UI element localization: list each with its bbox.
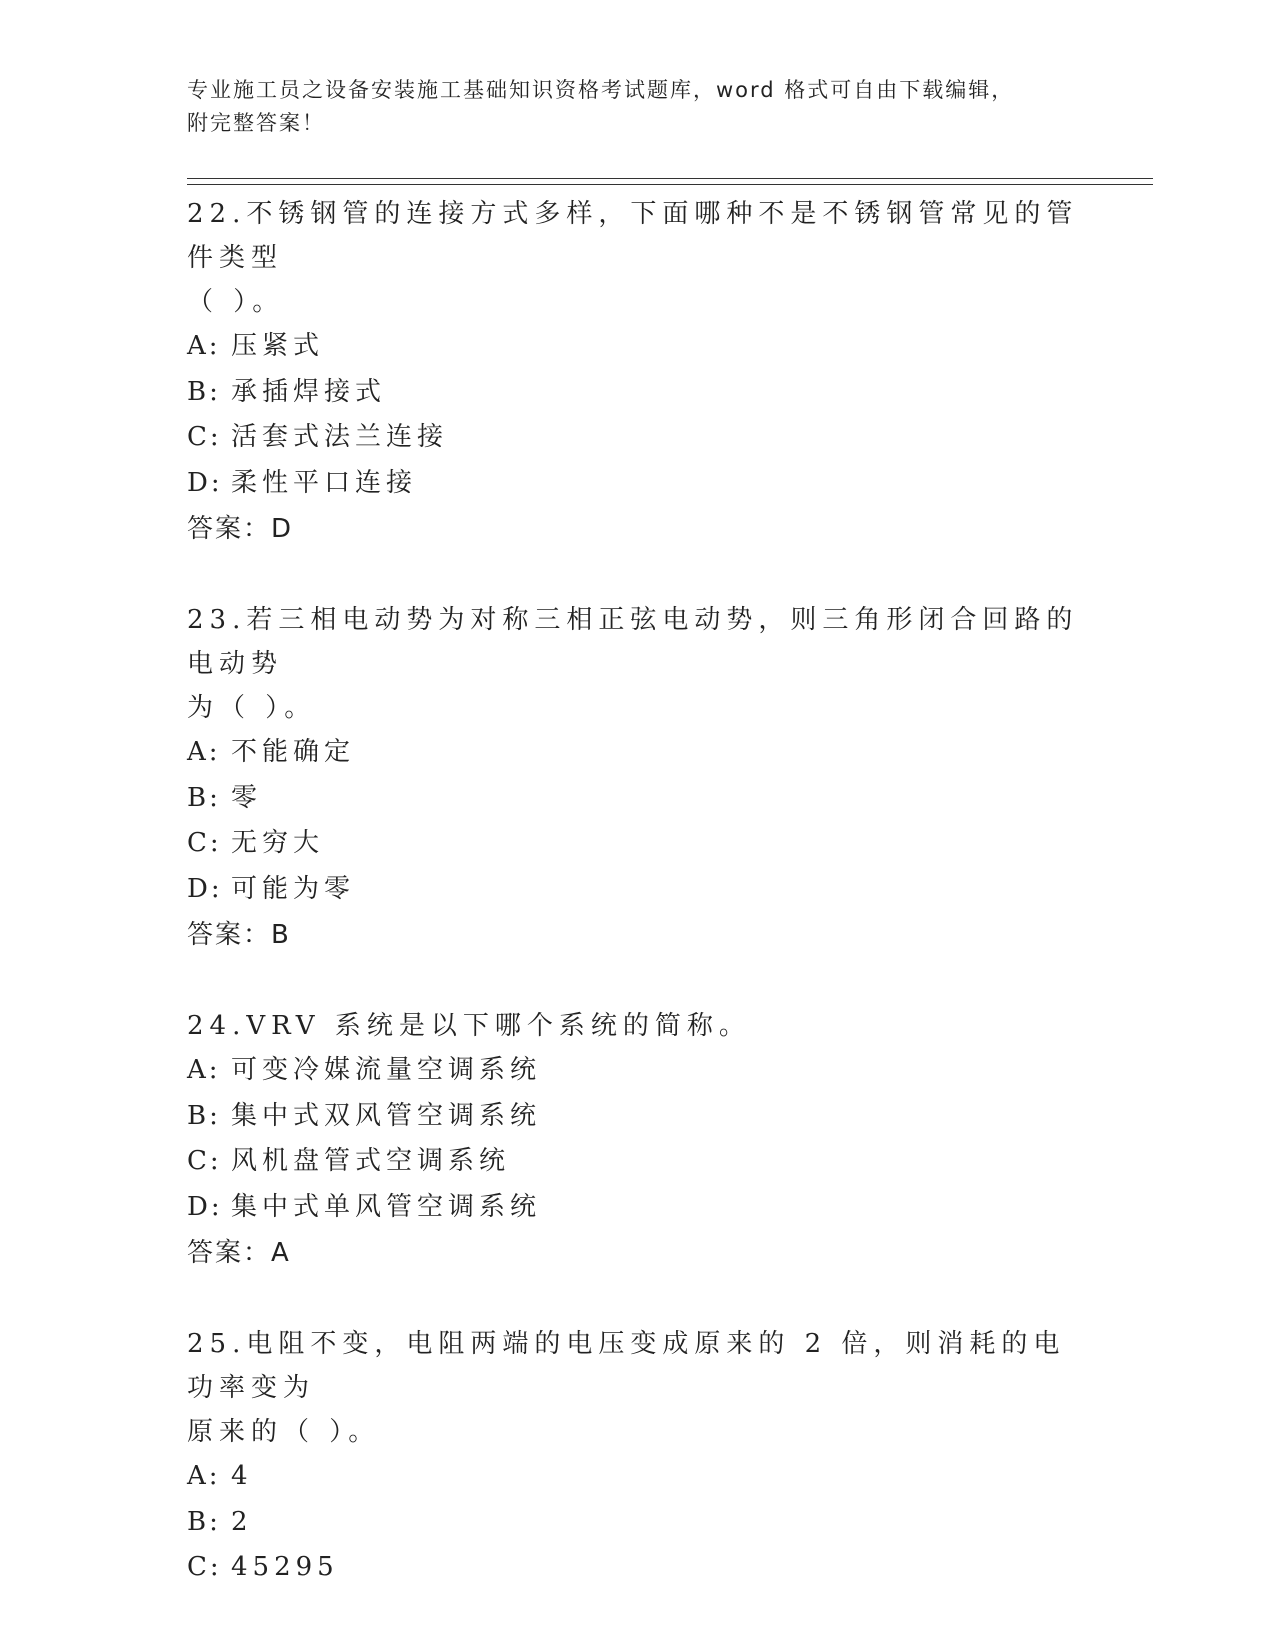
option-d [187,867,1087,913]
option-letter: A: [187,331,221,361]
option-b [187,1500,1087,1546]
option-text: 可能为零 [231,873,356,904]
option-c [187,821,1087,867]
option-text: 无穷大 [231,828,325,858]
option-letter: A: [187,737,221,767]
option-text: 45295 [231,1552,339,1582]
header-rule-top [187,178,1153,179]
option-text: 活套式法兰连接 [231,422,449,452]
option-b [187,1094,1087,1140]
option-letter: D: [187,467,223,498]
option-letter: D: [187,1191,223,1222]
option-a [187,1048,1087,1094]
option-letter: C: [187,422,222,452]
option-letter: A: [187,1055,221,1085]
question-24 [187,1002,1087,1276]
question-stem-line-2: 原来的（ ）。 [187,1417,381,1447]
question-list [187,190,1087,1635]
header-line-1: 专业施工员之设备安装施工基础知识资格考试题库，word 格式可自由下载编辑， [187,78,1015,102]
question-stem-line-1: 24.VRV 系统是以下哪个系统的简称。 [187,1011,751,1041]
option-letter: B: [187,1506,221,1537]
question-23 [187,596,1087,958]
option-letter: A: [187,1461,221,1491]
question-22 [187,190,1087,552]
header-rule-bottom [187,184,1153,185]
option-text: 集中式单风管空调系统 [231,1191,542,1222]
option-b [187,776,1087,822]
option-c [187,415,1087,461]
document-header [187,74,1067,140]
option-text: 2 [231,1506,253,1537]
option-text: 4 [231,1461,253,1491]
option-text: 风机盘管式空调系统 [231,1146,511,1176]
option-text: 承插焊接式 [231,376,387,407]
question-stem-line-1: 23.若三相电动势为对称三相正弦电动势，则三角形闭合回路的电动势 [187,605,1079,679]
option-text: 压紧式 [231,331,325,361]
question-stem-line-1: 22.不锈钢管的连接方式多样，下面哪种不是不锈钢管常见的管件类型 [187,199,1079,273]
option-d [187,1185,1087,1231]
option-letter: C: [187,1552,222,1582]
option-c [187,1139,1087,1185]
option-text: 可变冷媒流量空调系统 [231,1055,542,1085]
question-stem [187,1002,1087,1048]
option-text: 柔性平口连接 [231,467,418,498]
option-a [187,324,1087,370]
option-text: 集中式双风管空调系统 [231,1100,542,1131]
option-letter: C: [187,1146,222,1176]
header-line-2: 附完整答案！ [187,111,325,135]
option-b [187,370,1087,416]
answer-line: 答案：D [187,514,294,544]
question-stem [187,596,1087,730]
question-stem [187,1320,1087,1454]
option-a [187,1454,1087,1500]
answer-line: 答案：A [187,1238,291,1268]
option-letter: B: [187,782,221,813]
question-stem-line-1: 25.电阻不变，电阻两端的电压变成原来的 2 倍，则消耗的电功率变为 [187,1329,1066,1403]
option-letter: C: [187,828,222,858]
option-letter: B: [187,1100,221,1131]
option-text: 零 [231,782,263,813]
option-d [187,461,1087,507]
question-stem-line-2: 为（ ）。 [187,693,317,723]
option-c [187,1545,1087,1591]
option-text: 不能确定 [231,737,356,767]
option-letter: B: [187,376,221,407]
option-a [187,730,1087,776]
question-stem [187,190,1087,324]
question-25 [187,1320,1087,1591]
answer-line: 答案：B [187,920,291,950]
option-letter: D: [187,873,223,904]
question-stem-line-2: （ ）。 [187,287,285,317]
